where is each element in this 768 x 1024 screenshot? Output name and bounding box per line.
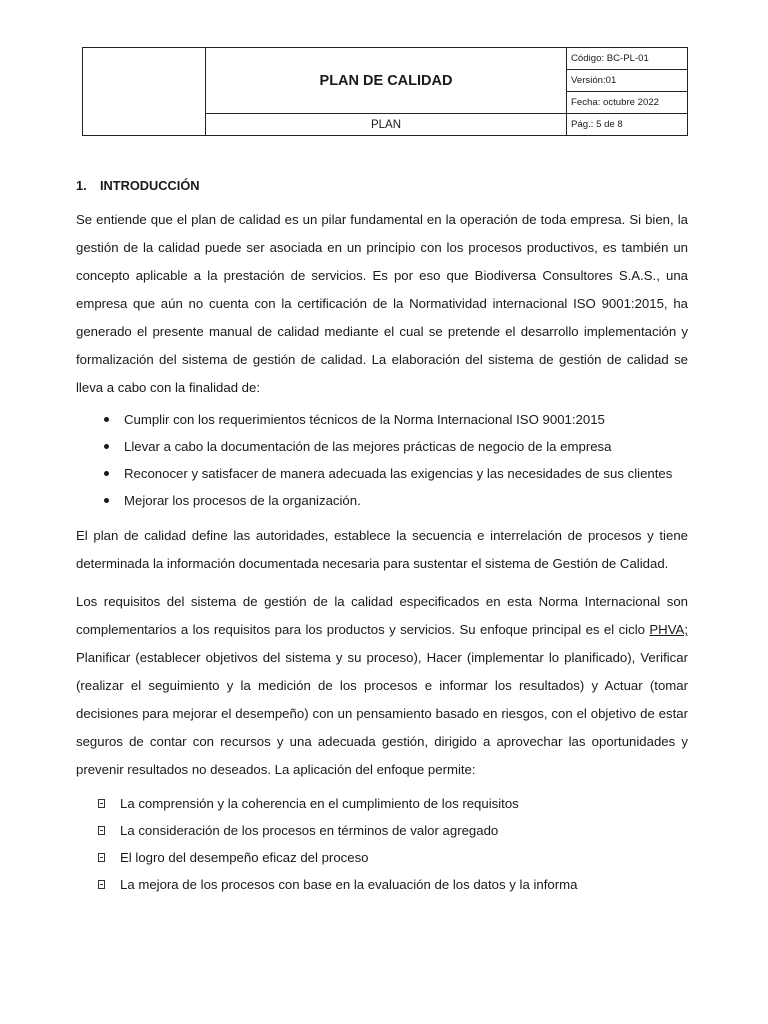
missing-glyph-icon xyxy=(98,880,105,889)
section-title: INTRODUCCIÓN xyxy=(100,178,200,193)
document-body xyxy=(76,172,688,898)
missing-glyph-icon xyxy=(98,826,105,835)
bullet-icon xyxy=(104,444,109,449)
intro-paragraph: Se entiende que el plan de calidad es un pilar fundamental en la operación de toda empresa. Si bien, la gestión de la calidad puede ser asociada en un principio con los procesos productivos, es también un concepto aplicable a la prestación de servicios. Es por eso que Biodiversa Consultores S.A.S., una empresa que aún no cuenta con la certificación de la Normatividad internacional ISO 9001:2015, ha generado el presente manual de calidad mediante el cual se pretende el desarrollo implementación y formalización del sistema de gestión de calidad. La elaboración del sistema de gestión de calidad se lleva a cabo con la finalidad de: xyxy=(76,212,688,395)
document-title: PLAN DE CALIDAD xyxy=(206,48,567,114)
bullet-icon xyxy=(104,471,109,476)
requirements-paragraph: Los requisitos del sistema de gestión de la calidad especificados en esta Norma Internacional son complementarios a los requisitos para los productos y servicios. Su enfoque principal es el ciclo PHVA; Planificar (establecer objetivos del sistema y su proceso), Hacer (implementar lo planificado), Verificar (realizar el seguimiento y la medición de los procesos e informar los resultados) y Actuar (tomar decisiones para mejorar el desempeño) con un pensamiento basado en riesgos, con el objetivo de estar seguros de contar con recursos y una adecuada gestión, dirigido a aprovechar las oportunidades y prevenir resultados no deseados. La aplicación del enfoque permite: xyxy=(76,594,688,777)
list-item: Reconocer y satisfacer de manera adecuada las exigencias y las necesidades de sus clientes xyxy=(76,460,688,487)
list-item: El logro del desempeño eficaz del proceso xyxy=(76,844,688,871)
logo-cell xyxy=(83,48,206,136)
section-heading xyxy=(76,172,688,200)
list-item: Mejorar los procesos de la organización. xyxy=(76,487,688,514)
document-code: Código: BC-PL-01 xyxy=(567,48,688,70)
list-item: La consideración de los procesos en términos de valor agregado xyxy=(76,817,688,844)
list-item: Llevar a cabo la documentación de las mejores prácticas de negocio de la empresa xyxy=(76,433,688,460)
document-version: Versión:01 xyxy=(567,70,688,92)
document-type: PLAN xyxy=(206,114,567,136)
quality-plan-paragraph: El plan de calidad define las autoridades, establece la secuencia e interrelación de procesos y tiene determinada la información documentada necesaria para sustentar el sistema de Gestión de Calidad. xyxy=(76,528,688,571)
document-header-table xyxy=(82,47,688,136)
bullet-icon xyxy=(104,417,109,422)
benefits-list xyxy=(76,790,688,898)
section-number: 1. xyxy=(76,178,87,193)
list-item: La comprensión y la coherencia en el cumplimiento de los requisitos xyxy=(76,790,688,817)
objectives-list xyxy=(76,406,688,514)
missing-glyph-icon xyxy=(98,799,105,808)
bullet-icon xyxy=(104,498,109,503)
missing-glyph-icon xyxy=(98,853,105,862)
list-item: Cumplir con los requerimientos técnicos de la Norma Internacional ISO 9001:2015 xyxy=(76,406,688,433)
phva-term: PHVA; xyxy=(649,622,688,637)
list-item: La mejora de los procesos con base en la evaluación de los datos y la informa xyxy=(76,871,688,898)
page-number: Pág.: 5 de 8 xyxy=(567,114,688,136)
document-date: Fecha: octubre 2022 xyxy=(567,92,688,114)
